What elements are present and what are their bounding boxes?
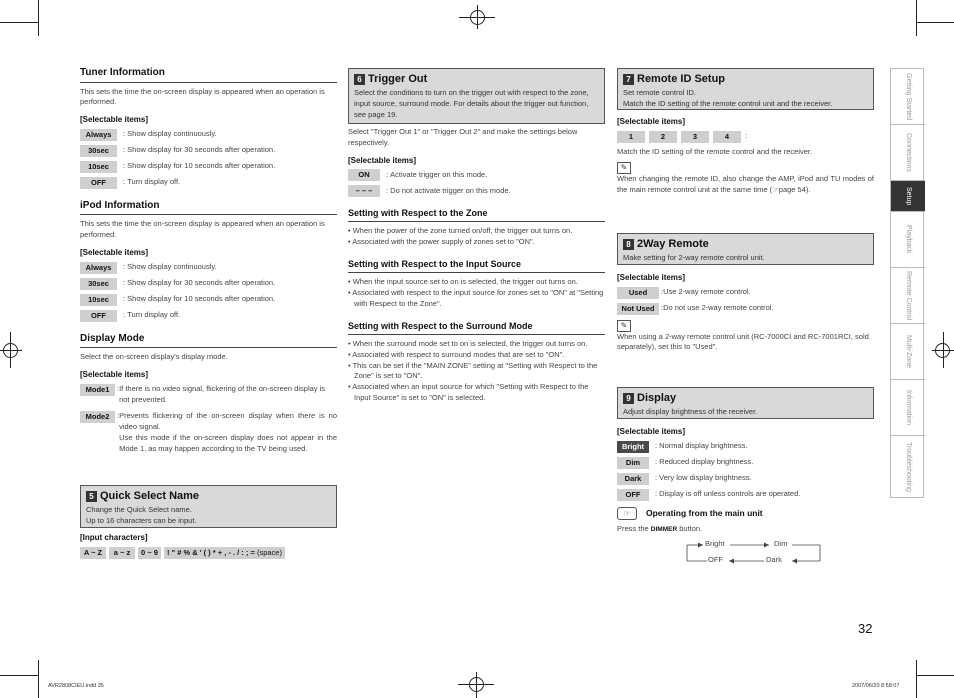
box-title: 2Way Remote xyxy=(637,238,709,250)
option-desc: Normal display brightness. xyxy=(659,441,748,451)
option-desc-2: Use this mode if the on-screen display does not appear in the Mode 1, as may happen according to the TV being used. xyxy=(119,433,337,454)
option-desc: Show display for 30 seconds after operation. xyxy=(127,145,276,155)
subsection-title: Setting with Respect to the Surround Mode xyxy=(348,320,605,335)
option-desc: Turn display off. xyxy=(127,310,181,320)
selectable-label: [Selectable items] xyxy=(617,427,686,436)
cycle-off: OFF xyxy=(708,555,723,564)
option-desc: Show display for 10 seconds after operation. xyxy=(127,161,276,171)
box-line: Set remote control ID. xyxy=(623,87,696,97)
option-tag: Not Used xyxy=(617,303,659,315)
operating-title: Operating from the main unit xyxy=(646,507,763,518)
option-tag: Bright xyxy=(617,441,649,453)
tab-setup[interactable]: Setup xyxy=(891,181,925,212)
remote-hand-icon: ☞ xyxy=(617,507,637,520)
section-number: 9 xyxy=(623,393,634,404)
cycle-arrows xyxy=(677,539,827,569)
id-tag: 2 xyxy=(649,131,677,143)
option-desc: Reduced display brightness. xyxy=(659,457,754,467)
char-tag: a ~ z xyxy=(109,547,135,559)
option-desc: Prevents flickering of the on-screen display when there is no video signal. xyxy=(119,411,337,432)
tab-multi-zone[interactable]: Multi-Zone xyxy=(891,324,925,380)
bullet: • Associated with respect to surround modes that are set to "ON". xyxy=(348,349,565,359)
option-desc: Turn display off. xyxy=(127,177,181,187)
cycle-dark: Dark xyxy=(766,555,782,564)
box-line: Make setting for 2-way remote control unit. xyxy=(623,252,765,262)
two-way-box xyxy=(617,233,874,265)
tab-remote-control[interactable]: Remote Control xyxy=(891,268,925,324)
section-title: Tuner Information xyxy=(80,66,337,83)
tab-connections[interactable]: Connections xyxy=(891,125,925,181)
option-desc: Do not activate trigger on this mode. xyxy=(390,185,511,195)
dimmer-button-label: DIMMER xyxy=(650,525,678,533)
selectable-label: [Selectable items] xyxy=(80,115,149,125)
option-tag: Dark xyxy=(617,473,649,485)
option-tag: – – – xyxy=(348,185,380,197)
id-tag: 3 xyxy=(681,131,709,143)
press-text-end: button. xyxy=(679,523,703,533)
bullet: • Associated with the power supply of zones set to "ON". xyxy=(348,237,535,247)
bullet: • Associated when an input source for which "Setting with Respect to the Input Source" is set to "ON" is selected. xyxy=(348,382,589,403)
option-desc: If there is no video signal, flickering of the on-screen display is not prevented. xyxy=(119,383,326,404)
subsection-title: Setting with Respect to the Input Source xyxy=(348,258,605,273)
footer-date: 2007/06/20 8:58:07 xyxy=(852,683,900,689)
cycle-diagram xyxy=(617,539,817,569)
option-tag: OFF xyxy=(80,310,117,322)
input-characters xyxy=(80,532,340,563)
trigger-intro: Select "Trigger Out 1" or "Trigger Out 2" and make the settings below respectively. xyxy=(348,127,578,147)
chapter-tabs xyxy=(890,68,924,498)
note-text: When changing the remote ID, also change the AMP, iPod and TU modes of the main remote control unit at the same time (☞page 54). xyxy=(617,174,874,195)
option-tag: 10sec xyxy=(80,161,117,173)
selectable-label: [Selectable items] xyxy=(617,273,686,282)
section-number: 6 xyxy=(354,74,365,85)
press-text: Press the xyxy=(617,523,649,533)
box-title: Trigger Out xyxy=(368,73,428,85)
display-content: [Selectable items] Bright : Normal display brightness. Dim : Reduced display brightness. Dark : Very low display brightness. OFF : Display is off unless controls are operated. ☞ Operating from the main unit Press the DIMMER button. Bright Dim OFF Dark xyxy=(617,422,874,534)
bullet: • When the power of the zone turned on/off, the trigger out turns on. xyxy=(348,226,573,236)
section-title: Display Mode xyxy=(80,332,337,349)
option-tag: 10sec xyxy=(80,294,117,306)
column-middle: Select "Trigger Out 1" or "Trigger Out 2" and make the settings below respectively. [Selectable items] ON : Activate trigger on this mode. – – – : Do not activate trigger on this mode. Setting with Respect to the Zone • When the power of the zone turned on/off, the trigger out turns on. • Associated with the power supply of zones set to "ON". Setting with Respect to the Input Source • When the input source set to on is selected, the trigger out turns on. • Associated with respect to the input source for zones set to "ON" at "Setting with Respect to the Zone". Setting with Respect to the Surround Mode • When the surround mode set to on is selected, the trigger out turns on. • Associated with respect to surround modes that are set to "ON". • This can be set if the "MAIN ZONE" setting at "Setting with Respect to the Zone" is set to "ON". • Associated when an input source for which "Setting with Respect to the Input Source" is set to "ON" is selected. xyxy=(348,127,604,403)
option-desc: Show display for 30 seconds after operation. xyxy=(127,278,276,288)
bullet: • When the input source set to on is selected, the trigger out turns on. xyxy=(348,277,578,287)
two-way-content: [Selectable items] Used : Use 2-way remote control. Not Used : Do not use 2-way remote control. ✎ When using a 2-way remote control unit (RC-7000CI and RC-7001RCI, sold separately), set this to "Used". xyxy=(617,268,874,353)
section-desc: Select the on-screen display's display mode. xyxy=(80,352,228,362)
id-tag: 4 xyxy=(713,131,741,143)
option-desc: Very low display brightness. xyxy=(659,473,752,483)
option-desc: Do not use 2-way remote control. xyxy=(663,303,774,313)
display-box xyxy=(617,387,874,419)
option-tag: Always xyxy=(80,129,117,141)
option-tag: OFF xyxy=(617,489,649,501)
box-title: Quick Select Name xyxy=(100,490,200,502)
option-tag: Always xyxy=(80,262,117,274)
section-desc: This sets the time the on-screen display is appeared when an operation is performed. xyxy=(80,219,325,240)
option-desc: Activate trigger on this mode. xyxy=(390,169,488,179)
remote-id-content: [Selectable items] 1 2 3 4 : Match the ID setting of the remote control and the receiver. ✎ When changing the remote ID, also change the AMP, iPod and TU modes of the main remote control unit at the same time (☞page 54). xyxy=(617,117,874,195)
option-desc: Show display continuously. xyxy=(127,129,217,139)
option-desc: Display is off unless controls are operated. xyxy=(659,489,801,499)
option-tag: Used xyxy=(617,287,659,299)
bullet: • This can be set if the "MAIN ZONE" setting at "Setting with Respect to the Zone" is set to "ON". xyxy=(348,360,598,381)
input-label: [Input characters] xyxy=(80,533,148,542)
option-desc: Use 2-way remote control. xyxy=(663,287,751,297)
section-title: iPod Information xyxy=(80,199,337,216)
box-line: Match the ID setting of the remote control unit and the receiver. xyxy=(623,98,833,108)
char-tag: ! " # % & ' ( ) * + , - . / : ; = (space) xyxy=(164,547,285,559)
pencil-icon: ✎ xyxy=(617,162,631,174)
selectable-label: [Selectable items] xyxy=(348,155,417,165)
option-tag: 30sec xyxy=(80,145,117,157)
tab-information[interactable]: Information xyxy=(891,380,925,436)
remote-id-box xyxy=(617,68,874,110)
subsection-title: Setting with Respect to the Zone xyxy=(348,207,605,222)
box-line: Change the Quick Select name. xyxy=(86,504,192,514)
selectable-label: [Selectable items] xyxy=(80,248,149,258)
page-number: 32 xyxy=(858,621,873,636)
cycle-bright: Bright xyxy=(705,539,725,548)
quick-select-box xyxy=(80,485,337,528)
box-title: Display xyxy=(637,392,677,404)
char-tag: A ~ Z xyxy=(80,547,106,559)
section-desc: This sets the time the on-screen display is appeared when an operation is performed. xyxy=(80,86,325,107)
tab-troubleshooting[interactable]: Troubleshooting xyxy=(905,441,912,492)
section-number: 8 xyxy=(623,239,634,250)
id-tag: 1 xyxy=(617,131,645,143)
option-tag: OFF xyxy=(80,177,117,189)
section-number: 5 xyxy=(86,491,97,502)
box-title: Remote ID Setup xyxy=(637,73,726,85)
section-number: 7 xyxy=(623,74,634,85)
pencil-icon: ✎ xyxy=(617,320,631,332)
option-desc: Show display for 10 seconds after operation. xyxy=(127,294,276,304)
bullet: • Associated with respect to the input source for zones set to "ON" at "Setting with Respect to the Zone". xyxy=(348,288,604,308)
selectable-label: [Selectable items] xyxy=(80,370,149,380)
trigger-out-box xyxy=(348,68,605,124)
tab-playback[interactable]: Playback xyxy=(891,212,925,268)
option-tag: Dim xyxy=(617,457,649,469)
box-line: Select the conditions to turn on the trigger out with respect to the zone, input source, surround mode. For details about the trigger out function, see page 19. xyxy=(354,87,589,119)
selectable-label: [Selectable items] xyxy=(617,117,686,126)
box-line: Adjust display brightness of the receiver. xyxy=(623,406,758,416)
column-left: Tuner Information This sets the time the on-screen display is appeared when an operation is performed. [Selectable items] Always : Show display continuously. 30sec : Show display for 30 seconds after operation. 10sec : Show display for 10 seconds after operation. OFF : Turn display off. iPod Information This sets the time the on-screen display is appeared when an operation is performed. [Selectable items] Always : Show display continuously. 30sec : Show display for 30 seconds after operation. 10sec : Show display for 10 seconds after operation. OFF : Turn display off. Display Mode Select the on-screen display's display mode. [Selectable items] Mode1 : If there is no video signal, flickering of the on-screen display is not prevented. Mode2 : Prevents flickering of the on-screen display when there is no video signal. Use this mode if the on-screen display does not appear in the Mode 1, as may happen according to the TV being used. xyxy=(80,67,337,454)
option-tag: 30sec xyxy=(80,278,117,290)
note-text: When using a 2-way remote control unit (RC-7000CI and RC-7001RCI, sold separately), set this to "Used". xyxy=(617,331,869,352)
char-tag: 0 ~ 9 xyxy=(138,547,161,559)
id-note: Match the ID setting of the remote control and the receiver. xyxy=(617,146,813,156)
option-tag: Mode2 xyxy=(80,411,115,423)
bullet: • When the surround mode set to on is selected, the trigger out turns on. xyxy=(348,338,588,348)
tab-getting-started[interactable]: Getting Started xyxy=(891,69,925,125)
footer-file: AVR2808CIEU.indd 35 xyxy=(48,683,104,689)
box-line: Up to 16 characters can be input. xyxy=(86,515,197,525)
option-desc: Show display continuously. xyxy=(127,262,217,272)
option-tag: Mode1 xyxy=(80,384,115,396)
cycle-dim: Dim xyxy=(774,539,788,548)
option-tag: ON xyxy=(348,169,380,181)
